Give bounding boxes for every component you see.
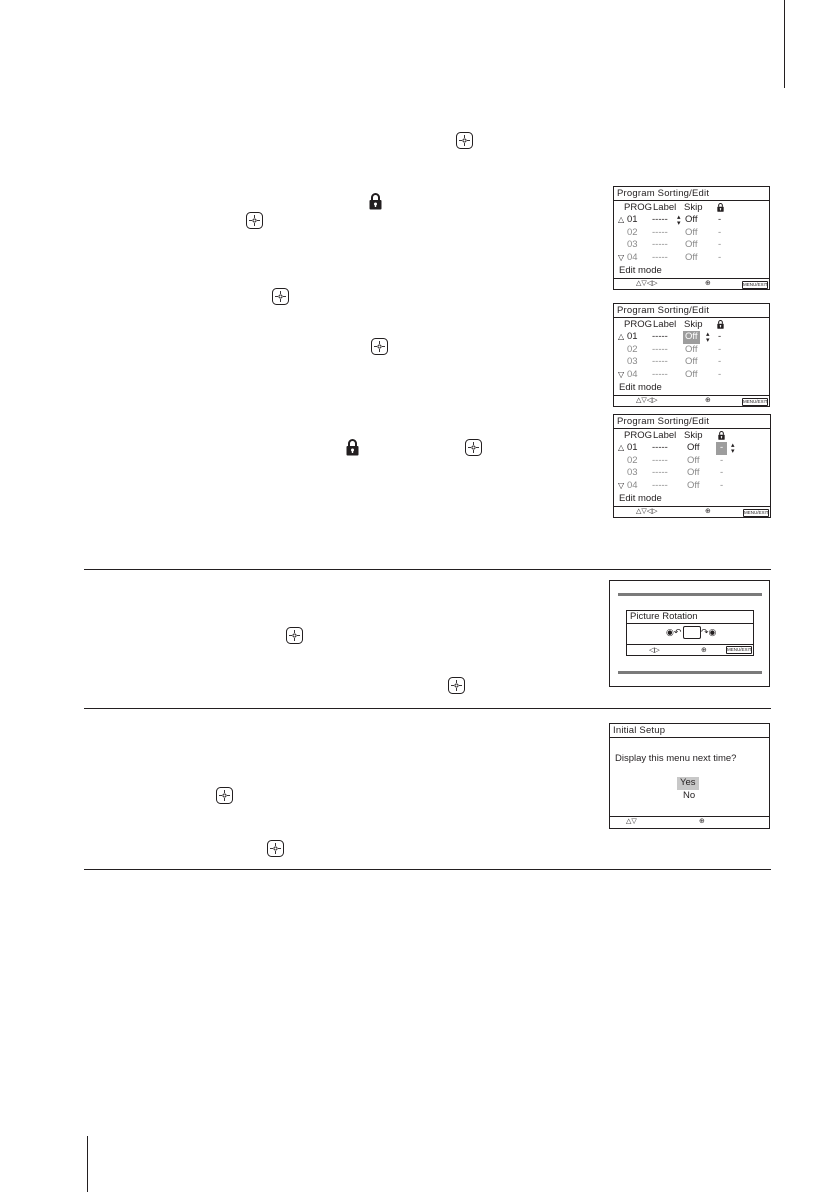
ok-button-icon	[216, 787, 233, 804]
picture-rotation-screen	[609, 580, 770, 687]
screen-footer: △▽◁▷ ⊕ MENU/EXIT	[614, 278, 769, 289]
mode-label: Edit mode	[619, 382, 662, 393]
ok-button-icon	[272, 288, 289, 305]
screen-title: Program Sorting/Edit	[617, 305, 710, 316]
program-sorting-screen-3	[613, 414, 771, 518]
table-row: △ 01 ----- ▴ ▾ Off -	[618, 214, 722, 227]
ok-button-icon	[465, 439, 482, 456]
program-sorting-screen-1	[613, 186, 770, 290]
table-row: 02 ----- Off -	[627, 455, 724, 466]
table-row: 03 ----- Off -	[627, 356, 722, 367]
lock-column-icon	[717, 203, 724, 212]
col-prog: PROG	[624, 202, 652, 213]
mode-label: Edit mode	[619, 265, 662, 276]
table-row: 02 ----- Off -	[627, 344, 722, 355]
setup-question: Display this menu next time?	[615, 753, 737, 764]
ok-button-icon	[267, 840, 284, 857]
lock-icon	[369, 193, 382, 210]
section-divider	[84, 708, 771, 709]
col-skip: Skip	[684, 319, 703, 330]
table-row: △ 01 ----- Off ▴ ▾ -	[618, 331, 722, 344]
screen-footer: △▽◁▷ ⊕ MENU/EXIT	[614, 395, 769, 406]
col-label: Label	[653, 202, 677, 213]
lock-icon	[346, 439, 359, 456]
screen-footer: △▽ ⊕	[610, 816, 769, 828]
ok-button-icon	[456, 132, 473, 149]
section-divider	[84, 869, 771, 870]
lock-column-icon	[717, 320, 724, 329]
page-corner-rule	[87, 1136, 88, 1192]
mode-label: Edit mode	[619, 493, 662, 504]
option-no[interactable]: No	[683, 790, 696, 801]
col-prog: PROG	[624, 319, 652, 330]
lock-column-icon	[718, 431, 725, 440]
table-row: ▽ 04 ----- Off -	[618, 369, 722, 380]
program-sorting-screen-2	[613, 303, 770, 407]
col-skip: Skip	[684, 430, 703, 441]
col-label: Label	[653, 430, 677, 441]
table-row: ▽ 04 ----- Off -	[618, 480, 724, 491]
table-row: 03 ----- Off -	[627, 239, 722, 250]
table-row: 02 ----- Off -	[627, 227, 722, 238]
page-edge-rule	[784, 0, 785, 88]
screen-footer: △▽◁▷ ⊕ MENU/EXIT	[614, 506, 770, 517]
screen-title: Program Sorting/Edit	[617, 416, 710, 427]
ok-button-icon	[448, 677, 465, 694]
section-divider	[84, 569, 771, 570]
ok-button-icon	[371, 338, 388, 355]
rotation-panel: Picture Rotation ◉↶ ↷◉ ◁▷ ⊕ MENU/EXIT	[626, 610, 754, 656]
col-skip: Skip	[684, 202, 703, 213]
initial-setup-screen	[609, 723, 770, 829]
col-prog: PROG	[624, 430, 652, 441]
screen-title: Initial Setup	[613, 725, 666, 736]
table-row: △ 01 ----- Off - ▴ ▾	[618, 442, 735, 455]
table-row: ▽ 04 ----- Off -	[618, 252, 722, 263]
screen-title: Picture Rotation	[630, 611, 698, 622]
screen-title: Program Sorting/Edit	[617, 188, 710, 199]
table-row: 03 ----- Off -	[627, 467, 724, 478]
option-yes[interactable]: Yes	[677, 777, 699, 790]
col-label: Label	[653, 319, 677, 330]
ok-button-icon	[246, 212, 263, 229]
ok-button-icon	[286, 627, 303, 644]
